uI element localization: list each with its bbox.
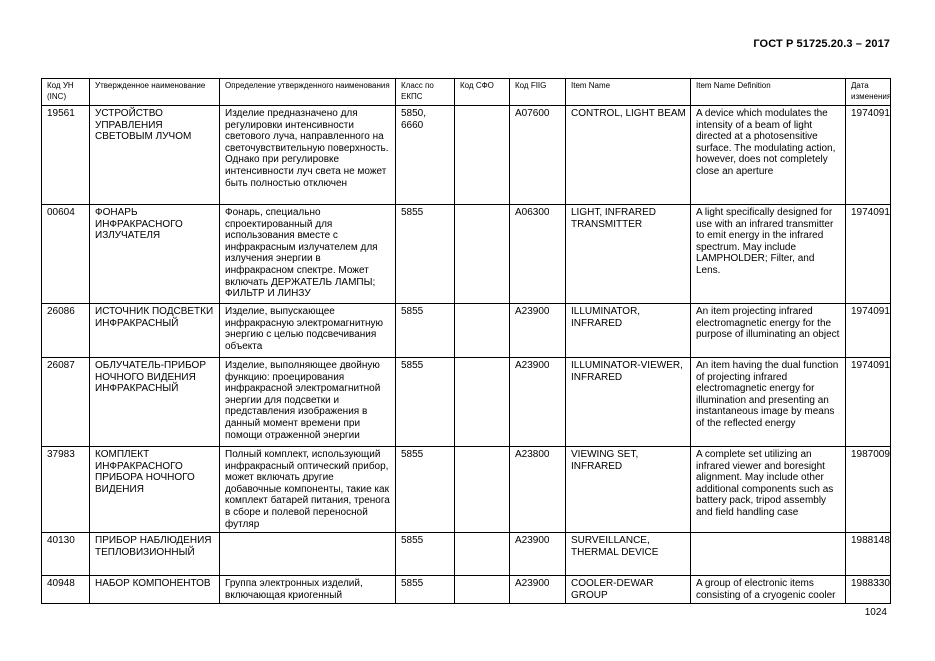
cell-item-name: ILLUMINATOR-VIEWER, INFRARED xyxy=(566,358,691,447)
cell-sfo xyxy=(455,358,510,447)
cell-sfo xyxy=(455,304,510,358)
items-table xyxy=(41,78,891,604)
cell-ekps: 5855 xyxy=(396,533,455,576)
cell-item-name: SURVEILLANCE, THERMAL DEVICE xyxy=(566,533,691,576)
page-number: 1024 xyxy=(864,607,887,618)
cell-code: 40948 xyxy=(42,576,90,604)
cell-item-name: LIGHT, INFRARED TRANSMITTER xyxy=(566,205,691,304)
cell-ekps: 5855 xyxy=(396,447,455,533)
standard-designation: ГОСТ Р 51725.20.3 – 2017 xyxy=(753,38,890,50)
cell-fiig: A23900 xyxy=(510,358,566,447)
column-header-item-name-definition: Item Name Definition xyxy=(691,79,846,106)
cell-sfo xyxy=(455,106,510,205)
cell-name-ru: НАБОР КОМПОНЕНТОВ xyxy=(90,576,220,604)
cell-ekps: 5855 xyxy=(396,358,455,447)
cell-date: 1974091 xyxy=(846,358,891,447)
cell-item-definition: A light specifically designed for use with an infrared transmitter to emit energy in the infrared spectrum. May include LAMPHOLDER; Filter, and Lens. xyxy=(691,205,846,304)
table-row xyxy=(42,533,891,576)
cell-definition-ru: Группа электронных изделий, включающая криогенный xyxy=(220,576,396,604)
column-header-change-date: Дата изменения xyxy=(846,79,891,106)
cell-code: 00604 xyxy=(42,205,90,304)
table-row xyxy=(42,106,891,205)
cell-name-ru: ФОНАРЬ ИНФРАКРАСНОГО ИЗЛУЧАТЕЛЯ xyxy=(90,205,220,304)
cell-item-definition: An item projecting infrared electromagnetic energy for the purpose of illuminating an object xyxy=(691,304,846,358)
cell-sfo xyxy=(455,576,510,604)
cell-fiig: A23900 xyxy=(510,533,566,576)
cell-item-definition xyxy=(691,533,846,576)
column-header-approved-name: Утвержденное наименование xyxy=(90,79,220,106)
column-header-sfo-code: Код СФО xyxy=(455,79,510,106)
cell-code: 26087 xyxy=(42,358,90,447)
column-header-inc: Код УН (INC) xyxy=(42,79,90,106)
cell-ekps: 5850, 6660 xyxy=(396,106,455,205)
cell-name-ru: КОМПЛЕКТ ИНФРАКРАСНОГО ПРИБОРА НОЧНОГО ВИДЕНИЯ xyxy=(90,447,220,533)
cell-fiig: A06300 xyxy=(510,205,566,304)
cell-ekps: 5855 xyxy=(396,304,455,358)
column-header-ekps-class: Класс по ЕКПС xyxy=(396,79,455,106)
cell-name-ru: ПРИБОР НАБЛЮДЕНИЯ ТЕПЛОВИЗИОННЫЙ xyxy=(90,533,220,576)
table-row xyxy=(42,205,891,304)
cell-definition-ru: Изделие, выполняющее двойную функцию: проецирования инфракрасной электромагнитной энергии для подсветки и представления изображения в данный момент времени при помощи отраженной энергии xyxy=(220,358,396,447)
cell-sfo xyxy=(455,533,510,576)
cell-item-definition: A device which modulates the intensity of a beam of light directed at a photosensitive surface. The modulating action, however, does not completely close an aperture xyxy=(691,106,846,205)
column-header-definition: Определение утвержденного наименования xyxy=(220,79,396,106)
cell-definition-ru: Изделие предназначено для регулировки интенсивности светового луча, направленного на светочувствительную поверхность. Однако при регулировке интенсивности луч света не может быть полностью отключен xyxy=(220,106,396,205)
cell-item-name: CONTROL, LIGHT BEAM xyxy=(566,106,691,205)
table-row xyxy=(42,447,891,533)
cell-date: 1988148 xyxy=(846,533,891,576)
cell-ekps: 5855 xyxy=(396,576,455,604)
cell-fiig: A23900 xyxy=(510,576,566,604)
cell-code: 19561 xyxy=(42,106,90,205)
cell-item-name: COOLER-DEWAR GROUP xyxy=(566,576,691,604)
column-header-fiig-code: Код FIIG xyxy=(510,79,566,106)
cell-fiig: A07600 xyxy=(510,106,566,205)
cell-item-definition: An item having the dual function of projecting infrared electromagnetic energy for illumination and presenting an instantaneous image by means of the reflected energy xyxy=(691,358,846,447)
cell-name-ru: УСТРОЙСТВО УПРАВЛЕНИЯ СВЕТОВЫМ ЛУЧОМ xyxy=(90,106,220,205)
table-row xyxy=(42,576,891,604)
cell-code: 26086 xyxy=(42,304,90,358)
cell-item-definition: A group of electronic items consisting of a cryogenic cooler xyxy=(691,576,846,604)
cell-date: 1974091 xyxy=(846,205,891,304)
column-header-item-name: Item Name xyxy=(566,79,691,106)
cell-date: 1974091 xyxy=(846,304,891,358)
cell-code: 40130 xyxy=(42,533,90,576)
table-row xyxy=(42,304,891,358)
cell-name-ru: ИСТОЧНИК ПОДСВЕТКИ ИНФРАКРАСНЫЙ xyxy=(90,304,220,358)
table-header-row xyxy=(42,79,891,106)
cell-item-definition: A complete set utilizing an infrared viewer and boresight alignment. May include other additional components such as battery pack, tripod assembly and field handling case xyxy=(691,447,846,533)
table-row xyxy=(42,358,891,447)
cell-item-name: ILLUMINATOR, INFRARED xyxy=(566,304,691,358)
cell-fiig: A23900 xyxy=(510,304,566,358)
cell-fiig: A23800 xyxy=(510,447,566,533)
cell-date: 1988330 xyxy=(846,576,891,604)
cell-code: 37983 xyxy=(42,447,90,533)
cell-definition-ru: Изделие, выпускающее инфракрасную электромагнитную энергию с целью подсвечивания объекта xyxy=(220,304,396,358)
cell-definition-ru: Фонарь, специально спроектированный для использования вместе с инфракрасным излучателем для излучения энергии в инфракрасном спектре. Может включать ДЕРЖАТЕЛЬ ЛАМПЫ; ФИЛЬТР И ЛИНЗУ xyxy=(220,205,396,304)
cell-sfo xyxy=(455,205,510,304)
cell-ekps: 5855 xyxy=(396,205,455,304)
cell-sfo xyxy=(455,447,510,533)
cell-definition-ru: Полный комплект, использующий инфракрасный оптический прибор, может включать другие добавочные компоненты, такие как комплект батарей питания, тренога в сборе и полевой переносной футляр xyxy=(220,447,396,533)
cell-date: 1974091 xyxy=(846,106,891,205)
cell-definition-ru xyxy=(220,533,396,576)
cell-name-ru: ОБЛУЧАТЕЛЬ-ПРИБОР НОЧНОГО ВИДЕНИЯ ИНФРАКРАСНЫЙ xyxy=(90,358,220,447)
cell-date: 1987009 xyxy=(846,447,891,533)
cell-item-name: VIEWING SET, INFRARED xyxy=(566,447,691,533)
